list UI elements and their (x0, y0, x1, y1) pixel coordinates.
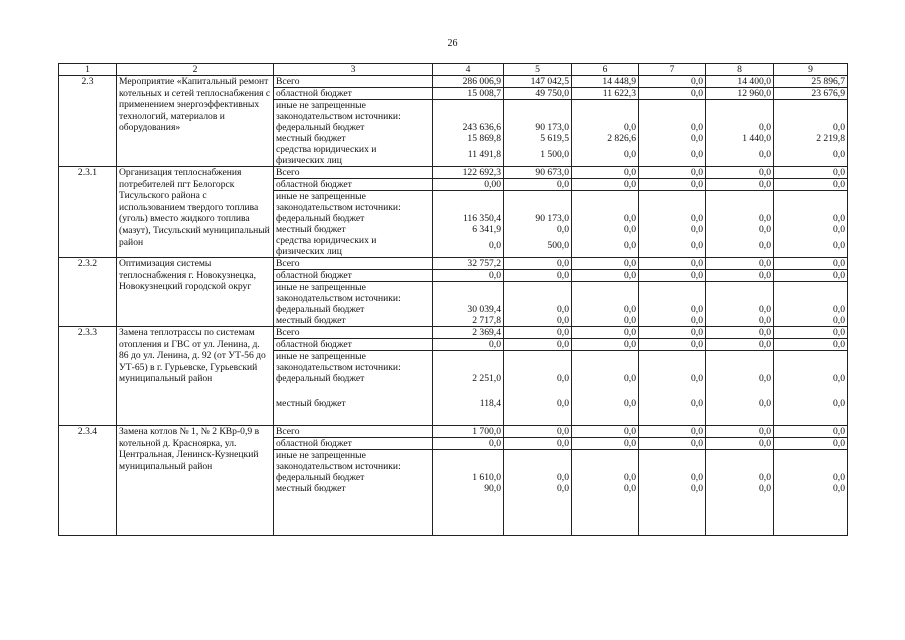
table-row (59, 76, 848, 88)
column-header: 7 (639, 64, 706, 76)
amount-legal: 500,0 (547, 240, 569, 251)
funding-source-label: законодательством источники: (276, 202, 401, 213)
amount-cell: 0,0 (504, 258, 572, 270)
row-code: 2.3.2 (59, 258, 117, 327)
funding-source: областной бюджет (274, 88, 433, 100)
amount-cell: 0,0 (706, 339, 774, 351)
amount-federal: 0,0 (557, 304, 569, 315)
row-description: Оптимизация системы теплоснабжения г. Новокузнецка, Новокузнецкий городской округ (117, 258, 274, 327)
amount-local: 0,0 (691, 398, 703, 409)
amount-legal: 0,0 (759, 240, 771, 251)
amount-legal: 11 491,8 (467, 149, 501, 160)
amount-local: 15 869,8 (467, 133, 501, 144)
amount-cell: 286 006,9 (433, 76, 504, 88)
funding-source: Всего (274, 167, 433, 179)
amount-cell: 0,0 (706, 425, 774, 437)
amount-block (706, 191, 774, 258)
amount-local: 0,0 (557, 482, 569, 494)
amount-block (639, 100, 706, 167)
spacer (435, 100, 501, 122)
funding-source-label: иные не запрещенные (276, 351, 366, 362)
spacer (776, 450, 845, 472)
amount-block (433, 100, 504, 167)
amount-cell: 0,0 (639, 437, 706, 449)
amount-cell: 0,0 (504, 327, 572, 339)
amount-cell: 90 673,0 (504, 167, 572, 179)
amount-legal: 0,0 (691, 149, 703, 160)
funding-source-block (274, 282, 433, 327)
spacer (641, 450, 703, 472)
spacer (506, 191, 569, 213)
amount-federal: 0,0 (624, 213, 636, 224)
amount-cell: 0,0 (572, 270, 639, 282)
spacer (708, 100, 771, 122)
amount-federal: 90 173,0 (535, 122, 569, 133)
amount-federal: 0,0 (833, 373, 845, 384)
amount-federal: 0,0 (833, 213, 845, 224)
amount-cell: 0,00 (433, 179, 504, 191)
spacer (776, 351, 845, 373)
amount-federal: 0,0 (691, 304, 703, 315)
amount-local: 5 619,5 (540, 133, 569, 144)
amount-federal: 0,0 (691, 373, 703, 384)
amount-local: 0,0 (557, 398, 569, 409)
amount-local: 0,0 (691, 315, 703, 326)
amount-legal: 0,0 (833, 240, 845, 251)
column-header: 5 (504, 64, 572, 76)
amount-cell: 0,0 (706, 179, 774, 191)
funding-source-label: местный бюджет (276, 398, 346, 409)
amount-legal: 0,0 (489, 240, 501, 251)
amount-block (572, 351, 639, 426)
amount-local: 1 440,0 (742, 133, 771, 144)
amount-federal: 0,0 (557, 373, 569, 384)
spacer (574, 191, 636, 213)
spacer (641, 282, 703, 304)
funding-source-label: средства юридических и (276, 144, 377, 155)
amount-local: 0,0 (624, 315, 636, 326)
amount-federal: 2 251,0 (472, 373, 501, 384)
amount-local: 90,0 (484, 482, 501, 494)
amount-cell: 0,0 (572, 339, 639, 351)
amount-federal: 0,0 (557, 471, 569, 483)
funding-source: Всего (274, 425, 433, 437)
amount-block (572, 100, 639, 167)
amount-block (639, 282, 706, 327)
amount-local: 0,0 (557, 224, 569, 235)
spacer (506, 100, 569, 122)
amount-legal: 1 500,0 (540, 149, 569, 160)
funding-source-label: местный бюджет (276, 482, 346, 494)
amount-block (504, 351, 572, 426)
funding-source-block (274, 191, 433, 258)
amount-local: 0,0 (624, 398, 636, 409)
amount-cell: 0,0 (572, 425, 639, 437)
amount-cell: 0,0 (572, 327, 639, 339)
amount-block (774, 282, 848, 327)
funding-source: областной бюджет (274, 339, 433, 351)
amount-block (572, 449, 639, 535)
funding-source-label: местный бюджет (276, 133, 346, 144)
spacer (574, 282, 636, 304)
row-description: Замена котлов № 1, № 2 КВр-0,9 в котельной д. Красноярка, ул. Центральная, Ленинск-Кузнецкий муниципальный район (117, 425, 274, 535)
amount-cell: 0,0 (504, 179, 572, 191)
column-header: 3 (274, 64, 433, 76)
spacer (708, 191, 771, 213)
row-description: Организация теплоснабжения потребителей пгт Белогорск Тисульского района с использованием твердого топлива (уголь) вместо жидкого топлива (мазут), Тисульский муниципальный район (117, 167, 274, 258)
amount-block (774, 449, 848, 535)
spacer (574, 100, 636, 122)
amount-cell: 0,0 (639, 167, 706, 179)
amount-cell: 1 700,0 (433, 425, 504, 437)
amount-cell: 25 896,7 (774, 76, 848, 88)
amount-cell: 14 448,9 (572, 76, 639, 88)
amount-cell: 0,0 (706, 258, 774, 270)
amount-cell: 0,0 (774, 179, 848, 191)
amount-cell: 12 960,0 (706, 88, 774, 100)
amount-cell: 0,0 (774, 258, 848, 270)
spacer (506, 450, 569, 472)
amount-federal: 0,0 (624, 373, 636, 384)
funding-source: Всего (274, 327, 433, 339)
amount-block (572, 191, 639, 258)
funding-source-label: федеральный бюджет (276, 213, 365, 224)
funding-source-block (274, 351, 433, 426)
row-code: 2.3 (59, 76, 117, 167)
funding-source-label: средства юридических и (276, 235, 377, 246)
amount-cell: 0,0 (706, 167, 774, 179)
spacer (435, 351, 501, 373)
funding-source-label: федеральный бюджет (276, 373, 365, 384)
amount-federal: 243 636,6 (462, 122, 501, 133)
amount-federal: 0,0 (759, 471, 771, 483)
funding-source: областной бюджет (274, 179, 433, 191)
amount-local: 0,0 (691, 224, 703, 235)
spacer (708, 282, 771, 304)
amount-federal: 0,0 (759, 304, 771, 315)
amount-cell: 0,0 (572, 437, 639, 449)
funding-source-block (274, 100, 433, 167)
amount-federal: 0,0 (759, 213, 771, 224)
budget-table (58, 63, 848, 536)
amount-cell: 0,0 (774, 437, 848, 449)
column-header: 2 (117, 64, 274, 76)
amount-cell: 0,0 (433, 339, 504, 351)
amount-cell: 49 750,0 (504, 88, 572, 100)
amount-cell: 0,0 (774, 167, 848, 179)
amount-block (504, 449, 572, 535)
amount-local: 0,0 (833, 482, 845, 494)
amount-cell: 0,0 (774, 339, 848, 351)
spacer (776, 282, 845, 304)
funding-source-block (274, 449, 433, 535)
funding-source-label: физических лиц (276, 246, 342, 257)
amount-cell: 15 008,7 (433, 88, 504, 100)
amount-block (504, 100, 572, 167)
amount-local: 0,0 (691, 482, 703, 494)
amount-block (774, 351, 848, 426)
row-description: Мероприятие «Капитальный ремонт котельных и сетей теплоснабжения с применением энергоэффективных технологий, материалов и оборудования» (117, 76, 274, 167)
amount-cell: 0,0 (572, 258, 639, 270)
amount-local: 0,0 (833, 224, 845, 235)
row-description: Замена теплотрассы по системам отопления и ГВС от ул. Ленина, д. 86 до ул. Ленина, д. 92 (от УТ-56 до УТ-65) в г. Гурьевске, Гурьевский муниципальный район (117, 327, 274, 426)
amount-block (639, 351, 706, 426)
amount-block (639, 191, 706, 258)
funding-source-label: местный бюджет (276, 315, 346, 326)
amount-federal: 0,0 (759, 373, 771, 384)
amount-cell: 0,0 (504, 270, 572, 282)
column-header: 4 (433, 64, 504, 76)
funding-source-label: иные не запрещенные (276, 449, 366, 461)
amount-cell: 23 676,9 (774, 88, 848, 100)
amount-federal: 0,0 (691, 471, 703, 483)
funding-source-label: иные не запрещенные (276, 100, 366, 111)
amount-local: 0,0 (624, 482, 636, 494)
amount-cell: 0,0 (639, 258, 706, 270)
column-header-row (59, 64, 848, 76)
spacer (435, 450, 501, 472)
amount-cell: 0,0 (572, 179, 639, 191)
amount-cell: 0,0 (504, 339, 572, 351)
funding-source-label: федеральный бюджет (276, 304, 365, 315)
amount-cell: 0,0 (504, 437, 572, 449)
amount-block (433, 191, 504, 258)
spacer (506, 282, 569, 304)
amount-local: 6 341,9 (472, 224, 501, 235)
amount-block (433, 282, 504, 327)
amount-cell: 0,0 (706, 270, 774, 282)
funding-source-label: иные не запрещенные (276, 282, 366, 293)
amount-federal: 90 173,0 (535, 213, 569, 224)
funding-source-label: законодательством источники: (276, 460, 401, 472)
amount-local: 0,0 (624, 224, 636, 235)
funding-source-label: федеральный бюджет (276, 122, 365, 133)
amount-legal: 0,0 (759, 149, 771, 160)
amount-federal: 0,0 (691, 213, 703, 224)
spacer (574, 351, 636, 373)
amount-local: 0,0 (759, 482, 771, 494)
funding-source: Всего (274, 76, 433, 88)
spacer (435, 282, 501, 304)
amount-block (774, 100, 848, 167)
amount-cell: 0,0 (639, 179, 706, 191)
amount-cell: 0,0 (572, 167, 639, 179)
amount-local: 0,0 (833, 398, 845, 409)
funding-source: областной бюджет (274, 437, 433, 449)
amount-cell: 147 042,5 (504, 76, 572, 88)
amount-cell: 122 692,3 (433, 167, 504, 179)
funding-source: областной бюджет (274, 270, 433, 282)
spacer (435, 191, 501, 213)
amount-cell: 0,0 (639, 425, 706, 437)
amount-legal: 0,0 (624, 240, 636, 251)
amount-federal: 0,0 (833, 471, 845, 483)
funding-source-label: законодательством источники: (276, 111, 401, 122)
table-row (59, 258, 848, 270)
amount-cell: 0,0 (774, 425, 848, 437)
row-code: 2.3.1 (59, 167, 117, 258)
amount-legal: 0,0 (833, 149, 845, 160)
amount-block (639, 449, 706, 535)
table-row (59, 327, 848, 339)
page-number: 26 (447, 38, 458, 49)
amount-cell: 0,0 (774, 270, 848, 282)
amount-federal: 30 039,4 (467, 304, 501, 315)
amount-federal: 116 350,4 (462, 213, 501, 224)
amount-federal: 0,0 (624, 122, 636, 133)
amount-cell: 0,0 (774, 327, 848, 339)
amount-cell: 14 400,0 (706, 76, 774, 88)
amount-cell: 32 757,2 (433, 258, 504, 270)
table-row (59, 167, 848, 179)
amount-block (504, 282, 572, 327)
spacer (708, 450, 771, 472)
amount-local: 2 826,6 (607, 133, 636, 144)
amount-federal: 0,0 (759, 122, 771, 133)
column-header: 9 (774, 64, 848, 76)
amount-cell: 11 622,3 (572, 88, 639, 100)
amount-cell: 2 369,4 (433, 327, 504, 339)
amount-local: 0,0 (691, 133, 703, 144)
amount-cell: 0,0 (504, 425, 572, 437)
spacer (641, 351, 703, 373)
amount-local: 2 219,8 (816, 133, 845, 144)
row-code: 2.3.4 (59, 425, 117, 535)
spacer (574, 450, 636, 472)
amount-cell: 0,0 (639, 327, 706, 339)
amount-local: 118,4 (479, 398, 501, 409)
spacer (776, 191, 845, 213)
amount-block (504, 191, 572, 258)
amount-block (706, 449, 774, 535)
amount-federal: 0,0 (691, 122, 703, 133)
amount-local: 0,0 (759, 224, 771, 235)
amount-block (433, 449, 504, 535)
amount-local: 0,0 (833, 315, 845, 326)
amount-cell: 0,0 (639, 339, 706, 351)
amount-local: 0,0 (759, 315, 771, 326)
spacer (708, 351, 771, 373)
amount-cell: 0,0 (706, 437, 774, 449)
funding-source-label: иные не запрещенные (276, 191, 366, 202)
amount-cell: 0,0 (639, 270, 706, 282)
amount-federal: 1 610,0 (472, 471, 501, 483)
amount-legal: 0,0 (624, 149, 636, 160)
spacer (506, 351, 569, 373)
amount-federal: 0,0 (624, 304, 636, 315)
amount-local: 2 717,8 (472, 315, 501, 326)
amount-local: 0,0 (557, 315, 569, 326)
amount-block (572, 282, 639, 327)
row-code: 2.3.3 (59, 327, 117, 426)
funding-source-label: местный бюджет (276, 224, 346, 235)
amount-block (706, 351, 774, 426)
amount-block (433, 351, 504, 426)
amount-cell: 0,0 (639, 76, 706, 88)
funding-source-label: физических лиц (276, 155, 342, 166)
column-header: 8 (706, 64, 774, 76)
amount-federal: 0,0 (833, 304, 845, 315)
amount-block (774, 191, 848, 258)
amount-local: 0,0 (759, 398, 771, 409)
funding-source-label: законодательством источники: (276, 293, 401, 304)
spacer (641, 191, 703, 213)
spacer (641, 100, 703, 122)
amount-cell: 0,0 (639, 88, 706, 100)
amount-federal: 0,0 (833, 122, 845, 133)
amount-block (706, 282, 774, 327)
amount-block (706, 100, 774, 167)
amount-federal: 0,0 (624, 471, 636, 483)
column-header: 6 (572, 64, 639, 76)
spacer (776, 100, 845, 122)
funding-source: Всего (274, 258, 433, 270)
table-row (59, 425, 848, 437)
amount-cell: 0,0 (433, 437, 504, 449)
column-header: 1 (59, 64, 117, 76)
amount-cell: 0,0 (433, 270, 504, 282)
amount-legal: 0,0 (691, 240, 703, 251)
amount-cell: 0,0 (706, 327, 774, 339)
funding-source-label: законодательством источники: (276, 362, 401, 373)
funding-source-label: федеральный бюджет (276, 471, 365, 483)
